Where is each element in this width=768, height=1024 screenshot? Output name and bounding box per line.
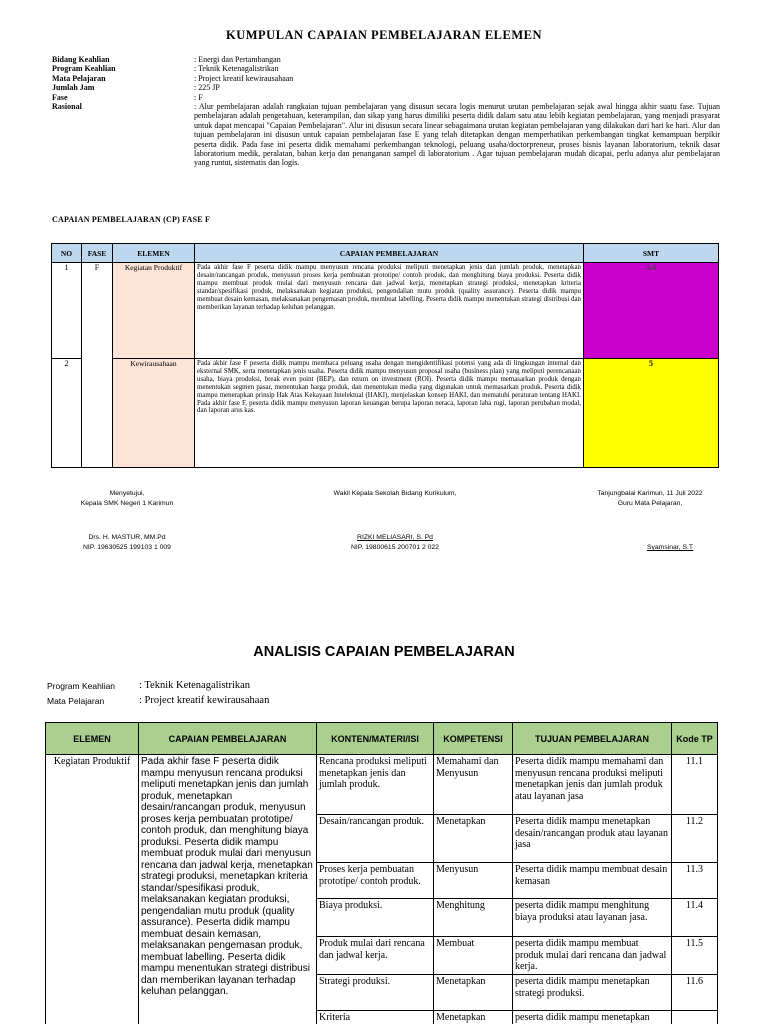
info-value: : Teknik Ketenagalistrikan: [194, 64, 279, 74]
header-cp: CAPAIAN PEMBELAJARAN: [139, 723, 317, 755]
cell-kode: [672, 1011, 718, 1024]
sig-left-nip: NIP. 19630525 199103 1 009: [83, 544, 171, 551]
document-title: KUMPULAN CAPAIAN PEMBELAJARAN ELEMEN: [225, 28, 543, 42]
analisis-info: [47, 679, 269, 708]
cell-no: 1: [52, 263, 82, 359]
info-label: Jumlah Jam: [52, 83, 95, 93]
info-label: Mata Pelajaran: [52, 73, 106, 83]
cell-kompetensi: Membuat: [434, 937, 513, 975]
cell-kode: 11.4: [672, 899, 718, 937]
cell-kode: 11.1: [672, 755, 718, 815]
cell-kompetensi: Memahami dan Menyusun: [434, 755, 513, 815]
info-value: : F: [194, 92, 203, 102]
an-info-row: [47, 679, 269, 694]
cell-konten: Proses kerja pembuatan prototipe/ contoh produk.: [317, 863, 434, 899]
sig-right-line1: Tanjungbalai Karimun, 11 Juli 2022: [597, 490, 703, 497]
cell-smt: 5: [584, 359, 719, 468]
an-info-row: [47, 694, 269, 709]
cell-elemen: Kegiatan Produktif: [46, 755, 139, 1024]
cell-konten: Kriteria: [317, 1011, 434, 1024]
sig-right-name: Syamsinar, S.T: [646, 544, 694, 551]
cell-kode: 11.5: [672, 937, 718, 975]
rasional-text: : Alur pembelajaran adalah rangkaian tujuan pembelajaran yang disusun secara logis menurut urutan pembelajaran sejak awal hingga akhir suatu fase. Tujuan pembelajaran adalah pengetahuan, keterampilan, dan sikap yang harus dimiliki peserta didik dalam satu atau lebih kegiatan pembelajaran, yang menjadi prasyarat untuk dapat mencapai "Capaian Pembelajaran". Alur ini disusun secara linear sebagaimana urutan kegiatan pembelajaran yang dilakukan dari hari ke hari. Alur dan tujuan pembelajaran ini disusun untuk capaian pembelajaran fase E yang telah ditetapkan dengan memperhatikan perkembangan tingkat kemampuan berpikir peserta didik. Pada fase ini peserta didik memahami perkembangan teknologi, peluang usaha/doctorpreneur, proses bisnis layanan laboratorium, teknik dasar laboratorium medik, peralatan, bahan kerja dan penanganan sampel di laboratorium . Agar tujuan pembelajaran mudah dicapai, perlu adanya alur pembelajaran yang runtut, sistematis dan logis.: [194, 102, 720, 168]
signature-left: [52, 489, 202, 553]
cell-kompetensi: Menetapkan: [434, 815, 513, 863]
header-smt: SMT: [584, 244, 719, 263]
cell-no: 2: [52, 359, 82, 468]
info-row: [52, 83, 720, 92]
cell-tujuan: peserta didik mampu membuat produk mulai dari rencana dan jadwal kerja.: [513, 937, 672, 975]
cp-section-heading: CAPAIAN PEMBELAJARAN (CP) FASE F: [52, 215, 211, 224]
header-no: NO: [52, 244, 82, 263]
an-info-label: Mata Pelajaran: [47, 695, 105, 706]
cell-kompetensi: Menetapkan: [434, 1011, 513, 1024]
sig-middle-nip: NIP. 19800615 200701 2 022: [351, 544, 439, 551]
table-row: [46, 755, 718, 815]
header-cp: CAPAIAN PEMBELAJARAN: [195, 244, 584, 263]
an-info-value: : Project kreatif kewirausahaan: [139, 694, 270, 706]
cell-tujuan: Peserta didik mampu menetapkan desain/rancangan produk atau layanan jasa: [513, 815, 672, 863]
info-value: : Project kreatif kewirausahaan: [194, 73, 294, 83]
cell-cp: Pada akhir fase F peserta didik mampu membaca peluang usaha dengan mengidentifikasi potensi yang ada di lingkungan internal dan eksternal SMK, serta menetapkan jenis usaha. Peserta didik mampu menyusun proposal usaha (business plan) yang meliputi perencanaan usaha, biaya produksi, break even point (BEP), dan return on investment (ROI). Peserta didik mampu memasarkan produk dengan menentukan segmen pasar, menentukan harga produk, dan menentukan media yang digunakan untuk memasarkan produk. Peserta didik mampu menerapkan prinsip Hak Atas Kekayaan Intelektual (HAKI), menjelaskan konsep HAKI, dan mematuhi peraturan tentang HAKI. Pada akhir fase F, peserta didik mampu menyusun laporan keuangan berupa laporan neraca, laporan laba rugi, laporan perubahan modal, dan laporan arus kas.: [195, 359, 584, 468]
cp-table: [51, 243, 719, 468]
info-row: [52, 55, 720, 64]
cell-kompetensi: Menyusun: [434, 863, 513, 899]
cell-elemen: Kewirausahaan: [113, 359, 195, 468]
signature-middle: [300, 489, 490, 553]
cell-kompetensi: Menghitung: [434, 899, 513, 937]
header-tujuan: TUJUAN PEMBELAJARAN: [513, 723, 672, 755]
rasional-label: Rasional: [52, 102, 82, 112]
analisis-title: ANALISIS CAPAIAN PEMBELAJARAN: [253, 644, 515, 660]
cell-kode: 11.3: [672, 863, 718, 899]
cell-konten: Biaya produksi.: [317, 899, 434, 937]
info-label: Fase: [52, 92, 68, 102]
cell-konten: Desain/rancangan produk.: [317, 815, 434, 863]
an-info-value: : Teknik Ketenagalistrikan: [139, 680, 251, 691]
info-row: [52, 64, 720, 73]
signature-right: [570, 489, 730, 553]
table-row: [52, 359, 719, 468]
header-elemen: ELEMEN: [46, 723, 139, 755]
header-elemen: ELEMEN: [113, 244, 195, 263]
sig-right-line2: Guru Mata Pelajaran,: [617, 500, 683, 507]
info-label: Bidang Keahlian: [52, 55, 110, 64]
an-info-label: Program Keahlian: [47, 681, 116, 691]
sig-left-name: Drs. H. MASTUR, MM.Pd: [88, 534, 166, 541]
cell-kompetensi: Menetapkan: [434, 975, 513, 1011]
cell-tujuan: peserta didik mampu menghitung biaya produksi atau layanan jasa.: [513, 899, 672, 937]
header-konten: KONTEN/MATERI/ISI: [317, 723, 434, 755]
sig-middle-line1: Wakil Kepala Sekolah Bidang Kurikulum,: [333, 490, 457, 497]
cell-konten: Strategi produksi.: [317, 975, 434, 1011]
header-kode: Kode TP: [672, 723, 718, 755]
cell-konten: Produk mulai dari rencana dan jadwal kerja.: [317, 937, 434, 975]
header-kompetensi: KOMPETENSI: [434, 723, 513, 755]
info-value: : 225 JP: [194, 83, 220, 93]
cell-kode: 11.6: [672, 975, 718, 1011]
header-fase: FASE: [82, 244, 113, 263]
cell-cp: Pada akhir fase F peserta didik mampu menyusun rencana produksi meliputi menetapkan jenis dan jumlah produk, menetapkan desain/rancangan produk, menyusun proses kerja pembuatan prototipe/ contoh produk, dan menghitung biaya produksi. Peserta didik mampu membuat produk mulai dari menyusun rencana dan jadwal kerja, menetapkan strategi produksi, menetapkan kriteria standar/spesifikasi produk, melaksanakan kegiatan produksi, pengendalian mutu produk (quality assurance). Peserta didik mampu membuat desain kemasan, melaksanakan pengemasan produk, membuat labelling. Peserta didik mampu menentukan strategi distribusi dan memberikan layanan terhadap keluhan pelanggan.: [139, 755, 317, 1024]
cell-tujuan: Peserta didik mampu membuat desain kemasan: [513, 863, 672, 899]
cell-tujuan: peserta didik mampu menetapkan strategi produksi.: [513, 975, 672, 1011]
sig-left-line2: Kepala SMK Negeri 1 Karimun: [80, 500, 174, 507]
sig-middle-name: RIZKI MELIASARI, S. Pd: [357, 534, 433, 541]
cell-elemen: Kegiatan Produktif: [113, 263, 195, 359]
cell-tujuan: Peserta didik mampu memahami dan menyusun rencana produksi meliputi menetapkan jenis dan jumlah produk atau layanan jasa: [513, 755, 672, 815]
cell-konten: Rencana produksi meliputi menetapkan jenis dan jumlah produk.: [317, 755, 434, 815]
cell-smt: 3,4: [584, 263, 719, 359]
info-row: [52, 74, 720, 83]
analisis-table: [45, 722, 718, 1024]
info-row: [52, 93, 720, 102]
cell-tujuan: peserta didik mampu menetapkan: [513, 1011, 672, 1024]
info-row-rasional: [52, 102, 720, 168]
cp-table-header: [52, 244, 719, 263]
cell-fase: F: [82, 263, 113, 468]
sig-left-line1: Menyetujui,: [109, 490, 145, 497]
cell-kode: 11.2: [672, 815, 718, 863]
analisis-table-header: [46, 723, 718, 755]
cell-cp: Pada akhir fase F peserta didik mampu menyusun rencana produksi meliputi menetapkan jenis dan jumlah produk, menetapkan desain/rancangan produk, menyusun proses kerja pembuatan prototipe/ contoh produk, dan menghitung biaya produksi. Peserta didik mampu membuat produk mulai dari menyusun rencana dan jadwal kerja, menetapkan strategi produksi, menetapkan kriteria standar/spesifikasi produk, melaksanakan kegiatan produksi, pengendalian mutu produk (quality assurance). Peserta didik mampu membuat desain kemasan, melaksanakan pengemasan produk, membuat labelling. Peserta didik mampu menentukan strategi distribusi dan memberikan layanan terhadap keluhan pelanggan.: [195, 263, 584, 359]
table-row: [52, 263, 719, 359]
info-value: : Energi dan Pertambangan: [194, 55, 281, 64]
document-info: [52, 55, 720, 168]
info-label: Program Keahlian: [52, 64, 116, 74]
